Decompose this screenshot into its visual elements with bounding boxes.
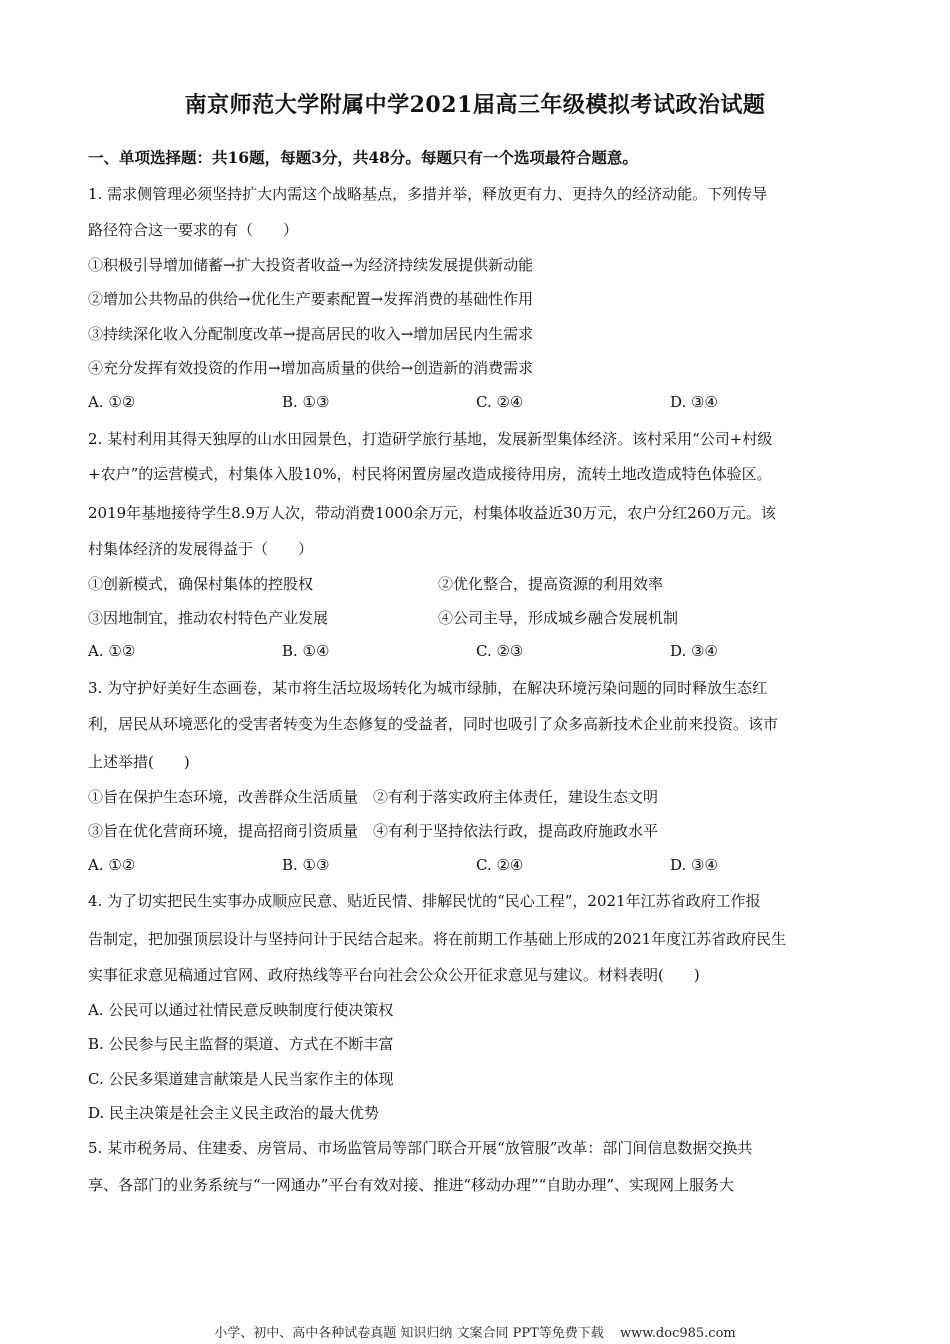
q3-stem-line-3: 上述举措( ) (88, 753, 190, 771)
q2-stem-line-3: 2019年基地接待学生8.9万人次，带动消费1000余万元，村集体收益近30万元，农户分红260万元。该 (88, 504, 776, 522)
q3-choice-b: B. ①③ (282, 856, 330, 874)
q2-item-2: ②优化整合，提高资源的利用效率 (438, 575, 664, 593)
q4-option-a: A. 公民可以通过社情民意反映制度行使决策权 (88, 1001, 394, 1019)
q1-item-1: ①积极引导增加储蓄→扩大投资者收益→为经济持续发展提供新动能 (88, 256, 534, 274)
q3-choice-d: D. ③④ (670, 856, 718, 874)
q1-item-4: ④充分发挥有效投资的作用→增加高质量的供给→创造新的消费需求 (88, 359, 534, 377)
q2-choice-a: A. ①② (88, 642, 136, 660)
q3-item-line-2: ③旨在优化营商环境，提高招商引资质量 ④有利于坚持依法行政，提高政府施政水平 (88, 822, 659, 840)
q4-option-c: C. 公民多渠道建言献策是人民当家作主的体现 (88, 1070, 394, 1088)
q2-stem-line-4: 村集体经济的发展得益于（ ） (88, 540, 314, 558)
section-header: 一、单项选择题：共16题，每题3分，共48分。每题只有一个选项最符合题意。 (88, 148, 638, 167)
q2-stem-line-2: +农户”的运营模式，村集体入股10%，村民将闲置房屋改造成接待用房，流转土地改造成特色体验区。 (88, 465, 772, 483)
q1-item-3: ③持续深化收入分配制度改革→提高居民的收入→增加居民内生需求 (88, 325, 534, 343)
q1-stem-line-2: 路径符合这一要求的有（ ） (88, 221, 299, 239)
q3-item-line-1: ①旨在保护生态环境，改善群众生活质量 ②有利于落实政府主体责任，建设生态文明 (88, 788, 659, 806)
q5-stem-line-1: 5. 某市税务局、住建委、房管局、市场监管局等部门联合开展“放管服”改革：部门间信息数据交换共 (88, 1139, 753, 1157)
q4-option-d: D. 民主决策是社会主义民主政治的最大优势 (88, 1104, 380, 1122)
q2-choice-b: B. ①④ (282, 642, 330, 660)
page-title: 南京师范大学附属中学2021届高三年级模拟考试政治试题 (184, 92, 766, 118)
q2-item-4: ④公司主导，形成城乡融合发展机制 (438, 609, 679, 627)
q1-choice-c: C. ②④ (476, 393, 524, 411)
q1-choice-d: D. ③④ (670, 393, 718, 411)
q2-item-3: ③因地制宜，推动农村特色产业发展 (88, 609, 329, 627)
q1-stem-line-1: 1. 需求侧管理必须坚持扩大内需这个战略基点，多措并举，释放更有力、更持久的经济动能。下列传导 (88, 185, 768, 203)
q4-stem-line-3: 实事征求意见稿通过官网、政府热线等平台向社会公众公开征求意见与建议。材料表明( ) (88, 966, 700, 984)
q2-stem-line-1: 2. 某村利用其得天独厚的山水田园景色，打造研学旅行基地，发展新型集体经济。该村采用“公司+村级 (88, 430, 773, 448)
q4-stem-line-2: 告制定，把加强顶层设计与坚持问计于民结合起来。将在前期工作基础上形成的2021年度江苏省政府民生 (88, 930, 787, 948)
q1-choice-a: A. ①② (88, 393, 136, 411)
q2-choice-d: D. ③④ (670, 642, 718, 660)
q4-stem-line-1: 4. 为了切实把民生实事办成顺应民意、贴近民情、排解民忧的“民心工程”，2021年江苏省政府工作报 (88, 892, 761, 910)
q1-choice-b: B. ①③ (282, 393, 330, 411)
q1-item-2: ②增加公共物品的供给→优化生产要素配置→发挥消费的基础性作用 (88, 290, 534, 308)
q2-item-1: ①创新模式，确保村集体的控股权 (88, 575, 314, 593)
q3-stem-line-1: 3. 为守护好美好生态画卷，某市将生活垃圾场转化为城市绿肺，在解决环境污染问题的同时释放生态红 (88, 679, 768, 697)
q3-choice-c: C. ②④ (476, 856, 524, 874)
q2-choice-c: C. ②③ (476, 642, 524, 660)
q3-choice-a: A. ①② (88, 856, 136, 874)
footer-text: 小学、初中、高中各种试卷真题 知识归纳 文案合同 PPT等免费下载 (214, 1326, 604, 1341)
q5-stem-line-2: 享、各部门的业务系统与“一网通办”平台有效对接、推进“移动办理”“自助办理”、实现网上服务大 (88, 1176, 735, 1194)
footer-url[interactable]: www.doc985.com (619, 1326, 736, 1341)
q3-stem-line-2: 利，居民从环境恶化的受害者转变为生态修复的受益者，同时也吸引了众多高新技术企业前来投资。该市 (88, 715, 779, 733)
q4-option-b: B. 公民参与民主监督的渠道、方式在不断丰富 (88, 1035, 394, 1053)
page-footer (0, 1322, 950, 1341)
